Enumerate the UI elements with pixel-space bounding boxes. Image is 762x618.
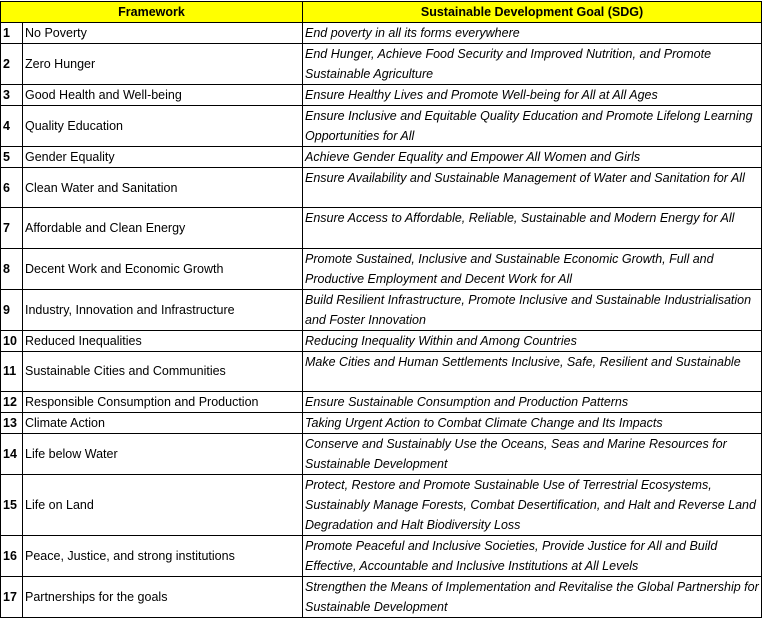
sdg-framework-table: [0, 1, 762, 618]
sdg-description: Build Resilient Infrastructure, Promote Inclusive and Sustainable Industrialisation and Foster Innovation: [303, 289, 762, 330]
framework-name: Affordable and Clean Energy: [23, 208, 303, 248]
sdg-description: Reducing Inequality Within and Among Countries: [303, 330, 762, 351]
sdg-number: 11: [1, 351, 23, 391]
framework-name: Partnerships for the goals: [23, 577, 303, 618]
sdg-description: End poverty in all its forms everywhere: [303, 23, 762, 44]
sdg-number: 2: [1, 44, 23, 85]
table-row: [1, 106, 762, 147]
sdg-description: Promote Sustained, Inclusive and Sustainable Economic Growth, Full and Productive Employment and Decent Work for All: [303, 248, 762, 289]
framework-name: Life on Land: [23, 475, 303, 536]
sdg-description: Conserve and Sustainably Use the Oceans, Seas and Marine Resources for Sustainable Development: [303, 434, 762, 475]
framework-name: Gender Equality: [23, 147, 303, 168]
sdg-description: Taking Urgent Action to Combat Climate Change and Its Impacts: [303, 413, 762, 434]
sdg-number: 14: [1, 434, 23, 475]
sdg-description: Promote Peaceful and Inclusive Societies, Provide Justice for All and Build Effective, Accountable and Inclusive Institutions at All Levels: [303, 536, 762, 577]
table-row: [1, 85, 762, 106]
sdg-number: 10: [1, 330, 23, 351]
framework-name: Responsible Consumption and Production: [23, 392, 303, 413]
header-framework: Framework: [1, 2, 303, 23]
framework-name: Industry, Innovation and Infrastructure: [23, 289, 303, 330]
sdg-description: Achieve Gender Equality and Empower All Women and Girls: [303, 147, 762, 168]
table-body: [1, 23, 762, 618]
table-row: [1, 330, 762, 351]
table-row: [1, 248, 762, 289]
table-row: [1, 475, 762, 536]
sdg-number: 13: [1, 413, 23, 434]
sdg-description: Ensure Sustainable Consumption and Production Patterns: [303, 392, 762, 413]
sdg-description: Ensure Access to Affordable, Reliable, Sustainable and Modern Energy for All: [303, 208, 762, 248]
framework-name: Good Health and Well-being: [23, 85, 303, 106]
sdg-description: Ensure Availability and Sustainable Management of Water and Sanitation for All: [303, 168, 762, 208]
framework-name: Zero Hunger: [23, 44, 303, 85]
sdg-number: 5: [1, 147, 23, 168]
framework-name: Decent Work and Economic Growth: [23, 248, 303, 289]
table-row: [1, 351, 762, 391]
sdg-number: 16: [1, 536, 23, 577]
sdg-description: Protect, Restore and Promote Sustainable Use of Terrestrial Ecosystems, Sustainably Manage Forests, Combat Desertification, and Halt and Reverse Land Degradation and Halt Biodiversity Loss: [303, 475, 762, 536]
framework-name: No Poverty: [23, 23, 303, 44]
sdg-number: 6: [1, 168, 23, 208]
table-row: [1, 434, 762, 475]
framework-name: Quality Education: [23, 106, 303, 147]
table-row: [1, 413, 762, 434]
table-row: [1, 168, 762, 208]
header-sdg: Sustainable Development Goal (SDG): [303, 2, 762, 23]
table-row: [1, 577, 762, 618]
sdg-number: 8: [1, 248, 23, 289]
sdg-number: 3: [1, 85, 23, 106]
sdg-description: Ensure Healthy Lives and Promote Well-being for All at All Ages: [303, 85, 762, 106]
sdg-number: 15: [1, 475, 23, 536]
framework-name: Reduced Inequalities: [23, 330, 303, 351]
table-row: [1, 147, 762, 168]
sdg-description: Ensure Inclusive and Equitable Quality Education and Promote Lifelong Learning Opportunities for All: [303, 106, 762, 147]
sdg-number: 9: [1, 289, 23, 330]
table-row: [1, 44, 762, 85]
sdg-description: End Hunger, Achieve Food Security and Improved Nutrition, and Promote Sustainable Agriculture: [303, 44, 762, 85]
framework-name: Life below Water: [23, 434, 303, 475]
sdg-number: 1: [1, 23, 23, 44]
sdg-number: 4: [1, 106, 23, 147]
framework-name: Clean Water and Sanitation: [23, 168, 303, 208]
framework-name: Sustainable Cities and Communities: [23, 351, 303, 391]
table-row: [1, 289, 762, 330]
table-row: [1, 536, 762, 577]
sdg-number: 7: [1, 208, 23, 248]
framework-name: Peace, Justice, and strong institutions: [23, 536, 303, 577]
sdg-description: Strengthen the Means of Implementation and Revitalise the Global Partnership for Sustainable Development: [303, 577, 762, 618]
framework-name: Climate Action: [23, 413, 303, 434]
table-header-row: [1, 2, 762, 23]
table-row: [1, 23, 762, 44]
table-row: [1, 392, 762, 413]
sdg-number: 12: [1, 392, 23, 413]
sdg-description: Make Cities and Human Settlements Inclusive, Safe, Resilient and Sustainable: [303, 351, 762, 391]
sdg-number: 17: [1, 577, 23, 618]
table-row: [1, 208, 762, 248]
